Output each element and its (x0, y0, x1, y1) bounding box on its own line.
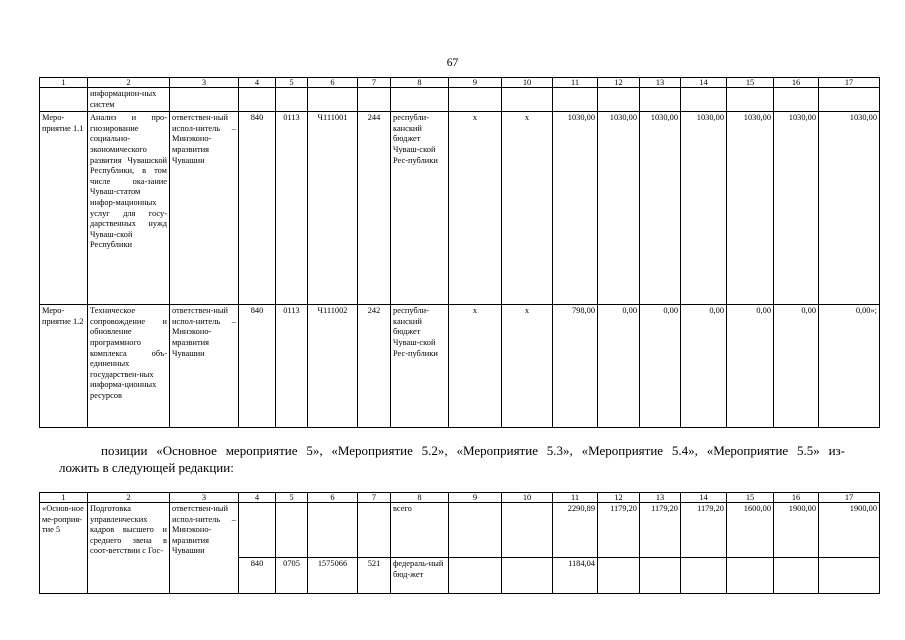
financing-table-continued (39, 77, 880, 428)
cell-status: Меро-приятие 1.2 (40, 305, 88, 428)
cell-grbs: 840 (239, 112, 276, 305)
column-header: 12 (598, 78, 640, 88)
cell-status: «Основ-ное ме-роприя-тие 5 (40, 503, 88, 594)
cell-value: x (449, 112, 502, 305)
cell-value: 0,00 (681, 305, 727, 428)
column-header: 6 (308, 493, 358, 503)
column-header: 5 (276, 493, 308, 503)
cell-name: информацион-ных систем (88, 88, 170, 112)
cell-value: 1030,00 (727, 112, 774, 305)
cell-value: 1900,00 (774, 503, 819, 558)
amendment-paragraph-line2: ложить в следующей редакции: (59, 460, 234, 475)
cell-responsible: ответствен-ный испол-нитель – Минэконо-мразвития Чувашии (170, 503, 239, 558)
cell-csr: 1575066 (308, 558, 358, 594)
column-header: 14 (681, 493, 727, 503)
column-header: 7 (358, 78, 391, 88)
column-header: 15 (727, 493, 774, 503)
cell-value: 1030,00 (681, 112, 727, 305)
column-header: 10 (502, 493, 553, 503)
table-row (40, 503, 880, 558)
cell-value: 0,00»; (819, 305, 880, 428)
cell-grbs: 840 (239, 558, 276, 594)
cell-source: федераль-ный бюд-жет (391, 558, 449, 594)
column-header: 13 (640, 78, 681, 88)
column-header: 13 (640, 493, 681, 503)
cell-rzpr: 0113 (276, 112, 308, 305)
cell-value: 1184,04 (553, 558, 598, 594)
column-header: 8 (391, 493, 449, 503)
column-number-row (40, 493, 880, 503)
cell-value: 0,00 (727, 305, 774, 428)
cell-csr: Ч111001 (308, 112, 358, 305)
column-header: 2 (88, 493, 170, 503)
table-row (40, 305, 880, 428)
cell-value: 0,00 (774, 305, 819, 428)
cell-value: 1030,00 (553, 112, 598, 305)
cell-value: 1030,00 (598, 112, 640, 305)
cell-value: 1600,00 (727, 503, 774, 558)
cell-value: 1900,00 (819, 503, 880, 558)
cell-value: 0,00 (598, 305, 640, 428)
column-header: 14 (681, 78, 727, 88)
column-header: 12 (598, 493, 640, 503)
column-header: 4 (239, 78, 276, 88)
cell-name: Подготовка управленческих кадров высшего и среднего звена в соот-ветствии с Гос- (88, 503, 170, 594)
column-header: 9 (449, 78, 502, 88)
cell-value: 2290,89 (553, 503, 598, 558)
column-header: 1 (40, 493, 88, 503)
column-header: 4 (239, 493, 276, 503)
column-header: 8 (391, 78, 449, 88)
cell-source: республи-канский бюджет Чуваш-ской Рес-публики (391, 112, 449, 305)
cell-vr: 244 (358, 112, 391, 305)
cell-value: 0,00 (640, 305, 681, 428)
financing-table-new (39, 492, 880, 594)
column-header: 10 (502, 78, 553, 88)
cell-value: 1030,00 (774, 112, 819, 305)
column-header: 17 (819, 493, 880, 503)
cell-csr: Ч111002 (308, 305, 358, 428)
page-number: 67 (446, 57, 459, 69)
cell-value: x (449, 305, 502, 428)
cell-value: 1179,20 (681, 503, 727, 558)
cell-status: Меро-приятие 1.1 (40, 112, 88, 305)
cell-value: 1030,00 (640, 112, 681, 305)
column-header: 15 (727, 78, 774, 88)
cell-value: 1179,20 (640, 503, 681, 558)
column-header: 11 (553, 78, 598, 88)
cell-value: x (502, 305, 553, 428)
column-header: 17 (819, 78, 880, 88)
amendment-paragraph-line1: позиции «Основное мероприятие 5», «Мероприятие 5.2», «Мероприятие 5.3», «Мероприятие 5.4», «Мероприятие 5.5» из- (101, 443, 845, 458)
cell-name: Техническое сопровождение и обновление программного комплекса объ-единенных государствен-ных информа-ционных ресурсов (88, 305, 170, 428)
cell-rzpr: 0113 (276, 305, 308, 428)
cell-value: 798,00 (553, 305, 598, 428)
cell-responsible: ответствен-ный испол-нитель – Минэконо-мразвития Чувашии (170, 112, 239, 305)
cell-source: республи-канский бюджет Чуваш-ской Рес-публики (391, 305, 449, 428)
column-header: 3 (170, 493, 239, 503)
cell-value: 1179,20 (598, 503, 640, 558)
column-header: 1 (40, 78, 88, 88)
column-header: 3 (170, 78, 239, 88)
cell-responsible: ответствен-ный испол-нитель – Минэконо-мразвития Чувашии (170, 305, 239, 428)
column-header: 6 (308, 78, 358, 88)
cell-rzpr: 0705 (276, 558, 308, 594)
cell-vr: 521 (358, 558, 391, 594)
table-row (40, 112, 880, 305)
cell-value: 1030,00 (819, 112, 880, 305)
cell-value: x (502, 112, 553, 305)
column-header: 2 (88, 78, 170, 88)
table-row (40, 88, 880, 112)
cell-name: Анализ и про-гнозирование социально-экономического развития Чувашской Республики, в том числе ока-зание Чуваш-статом инфор-мационных услуг для госу-дарственных нужд Чуваш-ской Республики (88, 112, 170, 305)
column-number-row (40, 78, 880, 88)
column-header: 5 (276, 78, 308, 88)
column-header: 11 (553, 493, 598, 503)
cell-grbs: 840 (239, 305, 276, 428)
column-header: 16 (774, 493, 819, 503)
column-header: 9 (449, 493, 502, 503)
cell-source: всего (391, 503, 449, 558)
column-header: 16 (774, 78, 819, 88)
column-header: 7 (358, 493, 391, 503)
cell-vr: 242 (358, 305, 391, 428)
